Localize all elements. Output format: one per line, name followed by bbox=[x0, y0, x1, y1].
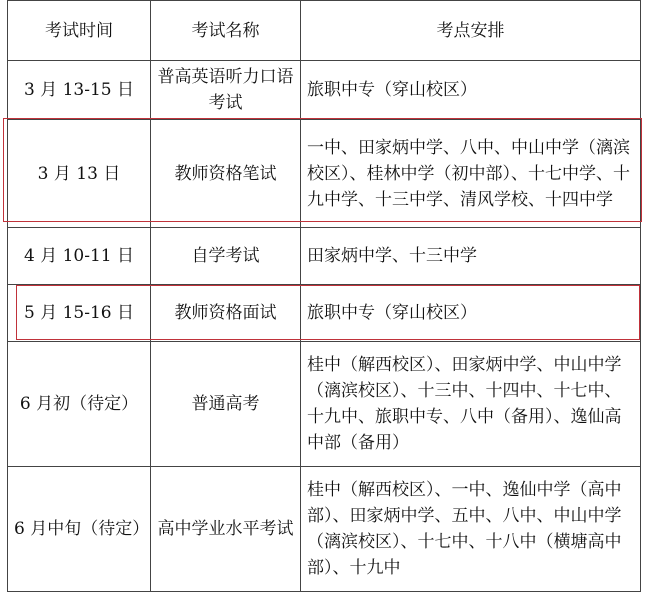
exam-name-cell: 普通高考 bbox=[151, 342, 301, 467]
table-header-row bbox=[8, 1, 641, 61]
exam-name-cell: 自学考试 bbox=[151, 228, 301, 285]
exam-site-cell: 一中、田家炳中学、八中、中山中学（漓滨校区）、桂林中学（初中部）、十七中学、十九中学、十三中学、清风学校、十四中学 bbox=[301, 120, 641, 228]
table-row bbox=[8, 120, 641, 228]
exam-site-cell: 桂中（解西校区）、田家炳中学、中山中学（漓滨校区）、十三中、十四中、十七中、十九中、旅职中专、八中（备用）、逸仙高中部（备用） bbox=[301, 342, 641, 467]
exam-site-cell: 旅职中专（穿山校区） bbox=[301, 285, 641, 342]
exam-schedule-table bbox=[7, 0, 641, 592]
exam-time-cell: 6 月初（待定） bbox=[8, 342, 151, 467]
table-row bbox=[8, 467, 641, 592]
exam-name-cell: 高中学业水平考试 bbox=[151, 467, 301, 592]
exam-time-cell: 6 月中旬（待定） bbox=[8, 467, 151, 592]
header-exam-time: 考试时间 bbox=[8, 1, 151, 61]
table-row bbox=[8, 228, 641, 285]
exam-name-cell: 教师资格笔试 bbox=[151, 120, 301, 228]
header-exam-name: 考试名称 bbox=[151, 1, 301, 61]
exam-time-cell: 4 月 10-11 日 bbox=[8, 228, 151, 285]
exam-site-cell: 旅职中专（穿山校区） bbox=[301, 61, 641, 120]
table-row bbox=[8, 61, 641, 120]
table-row bbox=[8, 285, 641, 342]
exam-time-cell: 3 月 13-15 日 bbox=[8, 61, 151, 120]
exam-name-cell: 普高英语听力口语考试 bbox=[151, 61, 301, 120]
exam-time-cell: 5 月 15-16 日 bbox=[8, 285, 151, 342]
header-exam-site: 考点安排 bbox=[301, 1, 641, 61]
exam-name-cell: 教师资格面试 bbox=[151, 285, 301, 342]
exam-site-cell: 田家炳中学、十三中学 bbox=[301, 228, 641, 285]
exam-time-cell: 3 月 13 日 bbox=[8, 120, 151, 228]
exam-site-cell: 桂中（解西校区）、一中、逸仙中学（高中部）、田家炳中学、五中、八中、中山中学（漓滨校区）、十七中、十八中（横塘高中部）、十九中 bbox=[301, 467, 641, 592]
table-row bbox=[8, 342, 641, 467]
